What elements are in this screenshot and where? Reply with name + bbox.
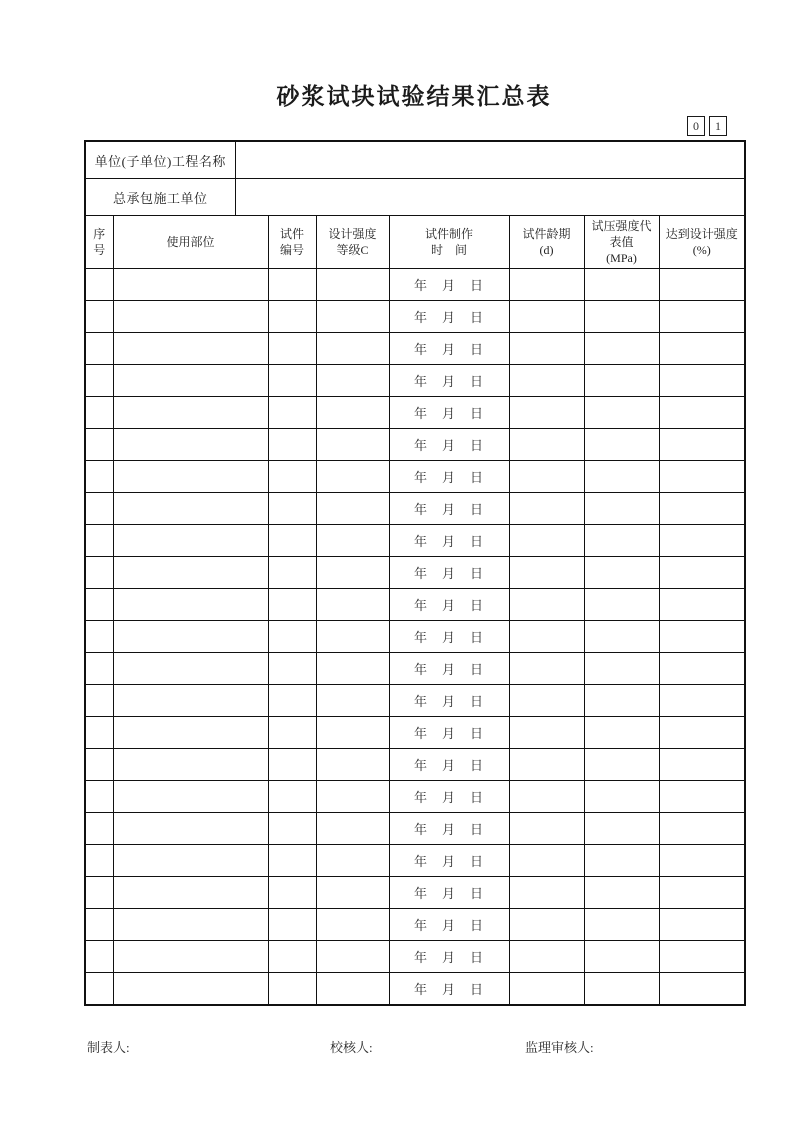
cell-specimen_no[interactable]	[268, 973, 316, 1006]
cell-strength_value[interactable]	[584, 461, 659, 493]
cell-location[interactable]	[113, 973, 268, 1006]
result-row	[85, 493, 745, 525]
cell-age[interactable]	[509, 653, 584, 685]
result-row	[85, 653, 745, 685]
cell-strength_value[interactable]	[584, 877, 659, 909]
cell-location[interactable]	[113, 941, 268, 973]
cell-strength_value[interactable]	[584, 365, 659, 397]
cell-location[interactable]	[113, 781, 268, 813]
cell-location[interactable]	[113, 365, 268, 397]
project-name-input[interactable]	[235, 141, 745, 179]
column-header-row	[85, 216, 745, 269]
cell-location[interactable]	[113, 653, 268, 685]
cell-location[interactable]	[113, 557, 268, 589]
cell-specimen_no[interactable]	[268, 525, 316, 557]
cell-make_time[interactable]: 年 月 日	[389, 877, 509, 909]
cell-seq[interactable]	[85, 493, 113, 525]
cell-strength_value[interactable]	[584, 301, 659, 333]
cell-specimen_no[interactable]	[268, 397, 316, 429]
cell-design_grade[interactable]	[316, 525, 389, 557]
cell-specimen_no[interactable]	[268, 621, 316, 653]
result-row	[85, 301, 745, 333]
signature-footer	[0, 1037, 793, 1057]
cell-design_grade[interactable]	[316, 333, 389, 365]
result-row	[85, 941, 745, 973]
result-row	[85, 813, 745, 845]
cell-design_grade[interactable]	[316, 621, 389, 653]
cell-make_time[interactable]: 年 月 日	[389, 717, 509, 749]
cell-strength_value[interactable]	[584, 845, 659, 877]
cell-design_pct[interactable]	[659, 525, 745, 557]
result-row	[85, 365, 745, 397]
cell-strength_value[interactable]	[584, 333, 659, 365]
cell-age[interactable]	[509, 685, 584, 717]
cell-specimen_no[interactable]	[268, 717, 316, 749]
cell-location[interactable]	[113, 845, 268, 877]
cell-specimen_no[interactable]	[268, 749, 316, 781]
cell-make_time[interactable]: 年 月 日	[389, 269, 509, 301]
cell-seq[interactable]	[85, 621, 113, 653]
cell-seq[interactable]	[85, 429, 113, 461]
cell-make_time[interactable]: 年 月 日	[389, 493, 509, 525]
cell-location[interactable]	[113, 333, 268, 365]
result-row	[85, 397, 745, 429]
cell-make_time[interactable]: 年 月 日	[389, 621, 509, 653]
cell-strength_value[interactable]	[584, 557, 659, 589]
cell-design_pct[interactable]	[659, 269, 745, 301]
supervisor-label: 监理审核人:	[525, 1040, 594, 1055]
result-row	[85, 461, 745, 493]
cell-seq[interactable]	[85, 813, 113, 845]
cell-design_grade[interactable]	[316, 877, 389, 909]
cell-specimen_no[interactable]	[268, 685, 316, 717]
cell-seq[interactable]	[85, 557, 113, 589]
cell-make_time[interactable]: 年 月 日	[389, 653, 509, 685]
cell-design_pct[interactable]	[659, 621, 745, 653]
cell-make_time[interactable]: 年 月 日	[389, 941, 509, 973]
result-row	[85, 973, 745, 1006]
cell-strength_value[interactable]	[584, 717, 659, 749]
cell-make_time[interactable]: 年 月 日	[389, 557, 509, 589]
cell-seq[interactable]	[85, 909, 113, 941]
cell-design_grade[interactable]	[316, 749, 389, 781]
cell-age[interactable]	[509, 365, 584, 397]
col-header-location: 使用部位	[113, 216, 268, 269]
cell-age[interactable]	[509, 717, 584, 749]
cell-location[interactable]	[113, 269, 268, 301]
checker-label: 校核人:	[330, 1040, 373, 1055]
cell-location[interactable]	[113, 909, 268, 941]
cell-age[interactable]	[509, 269, 584, 301]
cell-location[interactable]	[113, 589, 268, 621]
contractor-row	[85, 179, 745, 216]
result-row	[85, 909, 745, 941]
cell-strength_value[interactable]	[584, 653, 659, 685]
result-row	[85, 685, 745, 717]
col-header-seq: 序 号	[85, 216, 113, 269]
cell-design_grade[interactable]	[316, 685, 389, 717]
result-row	[85, 333, 745, 365]
result-row	[85, 749, 745, 781]
page-code-box-1: 1	[709, 116, 727, 136]
result-row	[85, 781, 745, 813]
cell-strength_value[interactable]	[584, 941, 659, 973]
cell-strength_value[interactable]	[584, 813, 659, 845]
cell-seq[interactable]	[85, 973, 113, 1006]
cell-location[interactable]	[113, 717, 268, 749]
cell-age[interactable]	[509, 493, 584, 525]
cell-seq[interactable]	[85, 525, 113, 557]
cell-make_time[interactable]: 年 月 日	[389, 301, 509, 333]
cell-design_grade[interactable]	[316, 301, 389, 333]
result-row	[85, 429, 745, 461]
cell-design_grade[interactable]	[316, 269, 389, 301]
cell-strength_value[interactable]	[584, 429, 659, 461]
cell-design_pct[interactable]	[659, 365, 745, 397]
cell-location[interactable]	[113, 429, 268, 461]
col-header-design-pct: 达到设计强度 (%)	[659, 216, 745, 269]
cell-design_grade[interactable]	[316, 845, 389, 877]
cell-design_grade[interactable]	[316, 781, 389, 813]
cell-location[interactable]	[113, 493, 268, 525]
cell-strength_value[interactable]	[584, 589, 659, 621]
cell-design_grade[interactable]	[316, 557, 389, 589]
col-header-strength-value: 试压强度代 表值 (MPa)	[584, 216, 659, 269]
cell-design_pct[interactable]	[659, 941, 745, 973]
cell-age[interactable]	[509, 845, 584, 877]
result-row	[85, 557, 745, 589]
cell-design_pct[interactable]	[659, 429, 745, 461]
cell-design_pct[interactable]	[659, 685, 745, 717]
cell-make_time[interactable]: 年 月 日	[389, 429, 509, 461]
result-row	[85, 589, 745, 621]
cell-location[interactable]	[113, 461, 268, 493]
cell-location[interactable]	[113, 525, 268, 557]
cell-specimen_no[interactable]	[268, 301, 316, 333]
cell-design_grade[interactable]	[316, 397, 389, 429]
cell-location[interactable]	[113, 749, 268, 781]
cell-seq[interactable]	[85, 749, 113, 781]
cell-make_time[interactable]: 年 月 日	[389, 461, 509, 493]
col-header-age: 试件龄期 (d)	[509, 216, 584, 269]
cell-seq[interactable]	[85, 301, 113, 333]
contractor-input[interactable]	[235, 179, 745, 216]
cell-make_time[interactable]: 年 月 日	[389, 813, 509, 845]
page-code-boxes	[687, 116, 727, 136]
cell-age[interactable]	[509, 557, 584, 589]
cell-make_time[interactable]: 年 月 日	[389, 973, 509, 1006]
cell-design_pct[interactable]	[659, 909, 745, 941]
cell-specimen_no[interactable]	[268, 461, 316, 493]
cell-seq[interactable]	[85, 365, 113, 397]
cell-strength_value[interactable]	[584, 749, 659, 781]
cell-specimen_no[interactable]	[268, 589, 316, 621]
cell-location[interactable]	[113, 685, 268, 717]
cell-seq[interactable]	[85, 333, 113, 365]
cell-design_pct[interactable]	[659, 301, 745, 333]
cell-design_grade[interactable]	[316, 973, 389, 1006]
cell-age[interactable]	[509, 525, 584, 557]
cell-specimen_no[interactable]	[268, 493, 316, 525]
cell-design_grade[interactable]	[316, 429, 389, 461]
cell-age[interactable]	[509, 461, 584, 493]
cell-design_pct[interactable]	[659, 749, 745, 781]
cell-strength_value[interactable]	[584, 685, 659, 717]
cell-age[interactable]	[509, 589, 584, 621]
cell-seq[interactable]	[85, 781, 113, 813]
cell-make_time[interactable]: 年 月 日	[389, 365, 509, 397]
cell-seq[interactable]	[85, 877, 113, 909]
cell-age[interactable]	[509, 813, 584, 845]
cell-strength_value[interactable]	[584, 525, 659, 557]
cell-make_time[interactable]: 年 月 日	[389, 781, 509, 813]
cell-design_grade[interactable]	[316, 653, 389, 685]
cell-make_time[interactable]: 年 月 日	[389, 333, 509, 365]
cell-age[interactable]	[509, 941, 584, 973]
results-table	[84, 140, 746, 1006]
cell-design_pct[interactable]	[659, 813, 745, 845]
cell-specimen_no[interactable]	[268, 909, 316, 941]
contractor-label: 总承包施工单位	[85, 179, 235, 216]
cell-age[interactable]	[509, 877, 584, 909]
cell-design_grade[interactable]	[316, 909, 389, 941]
cell-location[interactable]	[113, 877, 268, 909]
cell-design_pct[interactable]	[659, 781, 745, 813]
cell-age[interactable]	[509, 621, 584, 653]
cell-design_grade[interactable]	[316, 941, 389, 973]
cell-seq[interactable]	[85, 685, 113, 717]
cell-seq[interactable]	[85, 397, 113, 429]
cell-strength_value[interactable]	[584, 909, 659, 941]
cell-location[interactable]	[113, 621, 268, 653]
cell-make_time[interactable]: 年 月 日	[389, 397, 509, 429]
cell-make_time[interactable]: 年 月 日	[389, 685, 509, 717]
cell-specimen_no[interactable]	[268, 941, 316, 973]
cell-age[interactable]	[509, 397, 584, 429]
cell-age[interactable]	[509, 973, 584, 1006]
cell-age[interactable]	[509, 749, 584, 781]
col-header-specimen-no: 试件 编号	[268, 216, 316, 269]
cell-specimen_no[interactable]	[268, 365, 316, 397]
cell-make_time[interactable]: 年 月 日	[389, 589, 509, 621]
result-row	[85, 717, 745, 749]
cell-specimen_no[interactable]	[268, 781, 316, 813]
result-row	[85, 525, 745, 557]
cell-location[interactable]	[113, 301, 268, 333]
cell-age[interactable]	[509, 429, 584, 461]
cell-design_grade[interactable]	[316, 589, 389, 621]
preparer-label: 制表人:	[87, 1040, 130, 1055]
cell-age[interactable]	[509, 333, 584, 365]
cell-specimen_no[interactable]	[268, 877, 316, 909]
result-row	[85, 845, 745, 877]
cell-design_grade[interactable]	[316, 461, 389, 493]
cell-design_pct[interactable]	[659, 493, 745, 525]
cell-specimen_no[interactable]	[268, 653, 316, 685]
cell-strength_value[interactable]	[584, 973, 659, 1006]
cell-location[interactable]	[113, 813, 268, 845]
cell-design_grade[interactable]	[316, 813, 389, 845]
cell-specimen_no[interactable]	[268, 269, 316, 301]
cell-seq[interactable]	[85, 589, 113, 621]
document-title: 砂浆试块试验结果汇总表	[276, 83, 552, 109]
cell-design_pct[interactable]	[659, 973, 745, 1006]
cell-design_pct[interactable]	[659, 653, 745, 685]
results-tbody	[85, 269, 745, 1006]
result-row	[85, 877, 745, 909]
cell-strength_value[interactable]	[584, 781, 659, 813]
cell-strength_value[interactable]	[584, 269, 659, 301]
cell-seq[interactable]	[85, 461, 113, 493]
cell-specimen_no[interactable]	[268, 429, 316, 461]
cell-design_grade[interactable]	[316, 717, 389, 749]
cell-strength_value[interactable]	[584, 397, 659, 429]
cell-specimen_no[interactable]	[268, 845, 316, 877]
col-header-design-grade: 设计强度 等级C	[316, 216, 389, 269]
cell-design_pct[interactable]	[659, 557, 745, 589]
cell-location[interactable]	[113, 397, 268, 429]
cell-age[interactable]	[509, 301, 584, 333]
project-name-label: 单位(子单位)工程名称	[85, 141, 235, 179]
cell-specimen_no[interactable]	[268, 813, 316, 845]
cell-make_time[interactable]: 年 月 日	[389, 845, 509, 877]
project-name-row	[85, 141, 745, 179]
cell-design_pct[interactable]	[659, 877, 745, 909]
cell-seq[interactable]	[85, 941, 113, 973]
cell-specimen_no[interactable]	[268, 557, 316, 589]
cell-strength_value[interactable]	[584, 621, 659, 653]
cell-seq[interactable]	[85, 845, 113, 877]
cell-make_time[interactable]: 年 月 日	[389, 525, 509, 557]
cell-strength_value[interactable]	[584, 493, 659, 525]
cell-design_pct[interactable]	[659, 397, 745, 429]
cell-design_pct[interactable]	[659, 717, 745, 749]
page-code-box-0: 0	[687, 116, 705, 136]
cell-make_time[interactable]: 年 月 日	[389, 749, 509, 781]
cell-age[interactable]	[509, 781, 584, 813]
result-row	[85, 269, 745, 301]
cell-design_pct[interactable]	[659, 461, 745, 493]
cell-make_time[interactable]: 年 月 日	[389, 909, 509, 941]
col-header-make-time: 试件制作 时 间	[389, 216, 509, 269]
cell-design_grade[interactable]	[316, 493, 389, 525]
cell-design_pct[interactable]	[659, 845, 745, 877]
result-row	[85, 621, 745, 653]
cell-seq[interactable]	[85, 269, 113, 301]
cell-age[interactable]	[509, 909, 584, 941]
cell-specimen_no[interactable]	[268, 333, 316, 365]
cell-design_grade[interactable]	[316, 365, 389, 397]
cell-design_pct[interactable]	[659, 333, 745, 365]
cell-seq[interactable]	[85, 717, 113, 749]
cell-design_pct[interactable]	[659, 589, 745, 621]
cell-seq[interactable]	[85, 653, 113, 685]
